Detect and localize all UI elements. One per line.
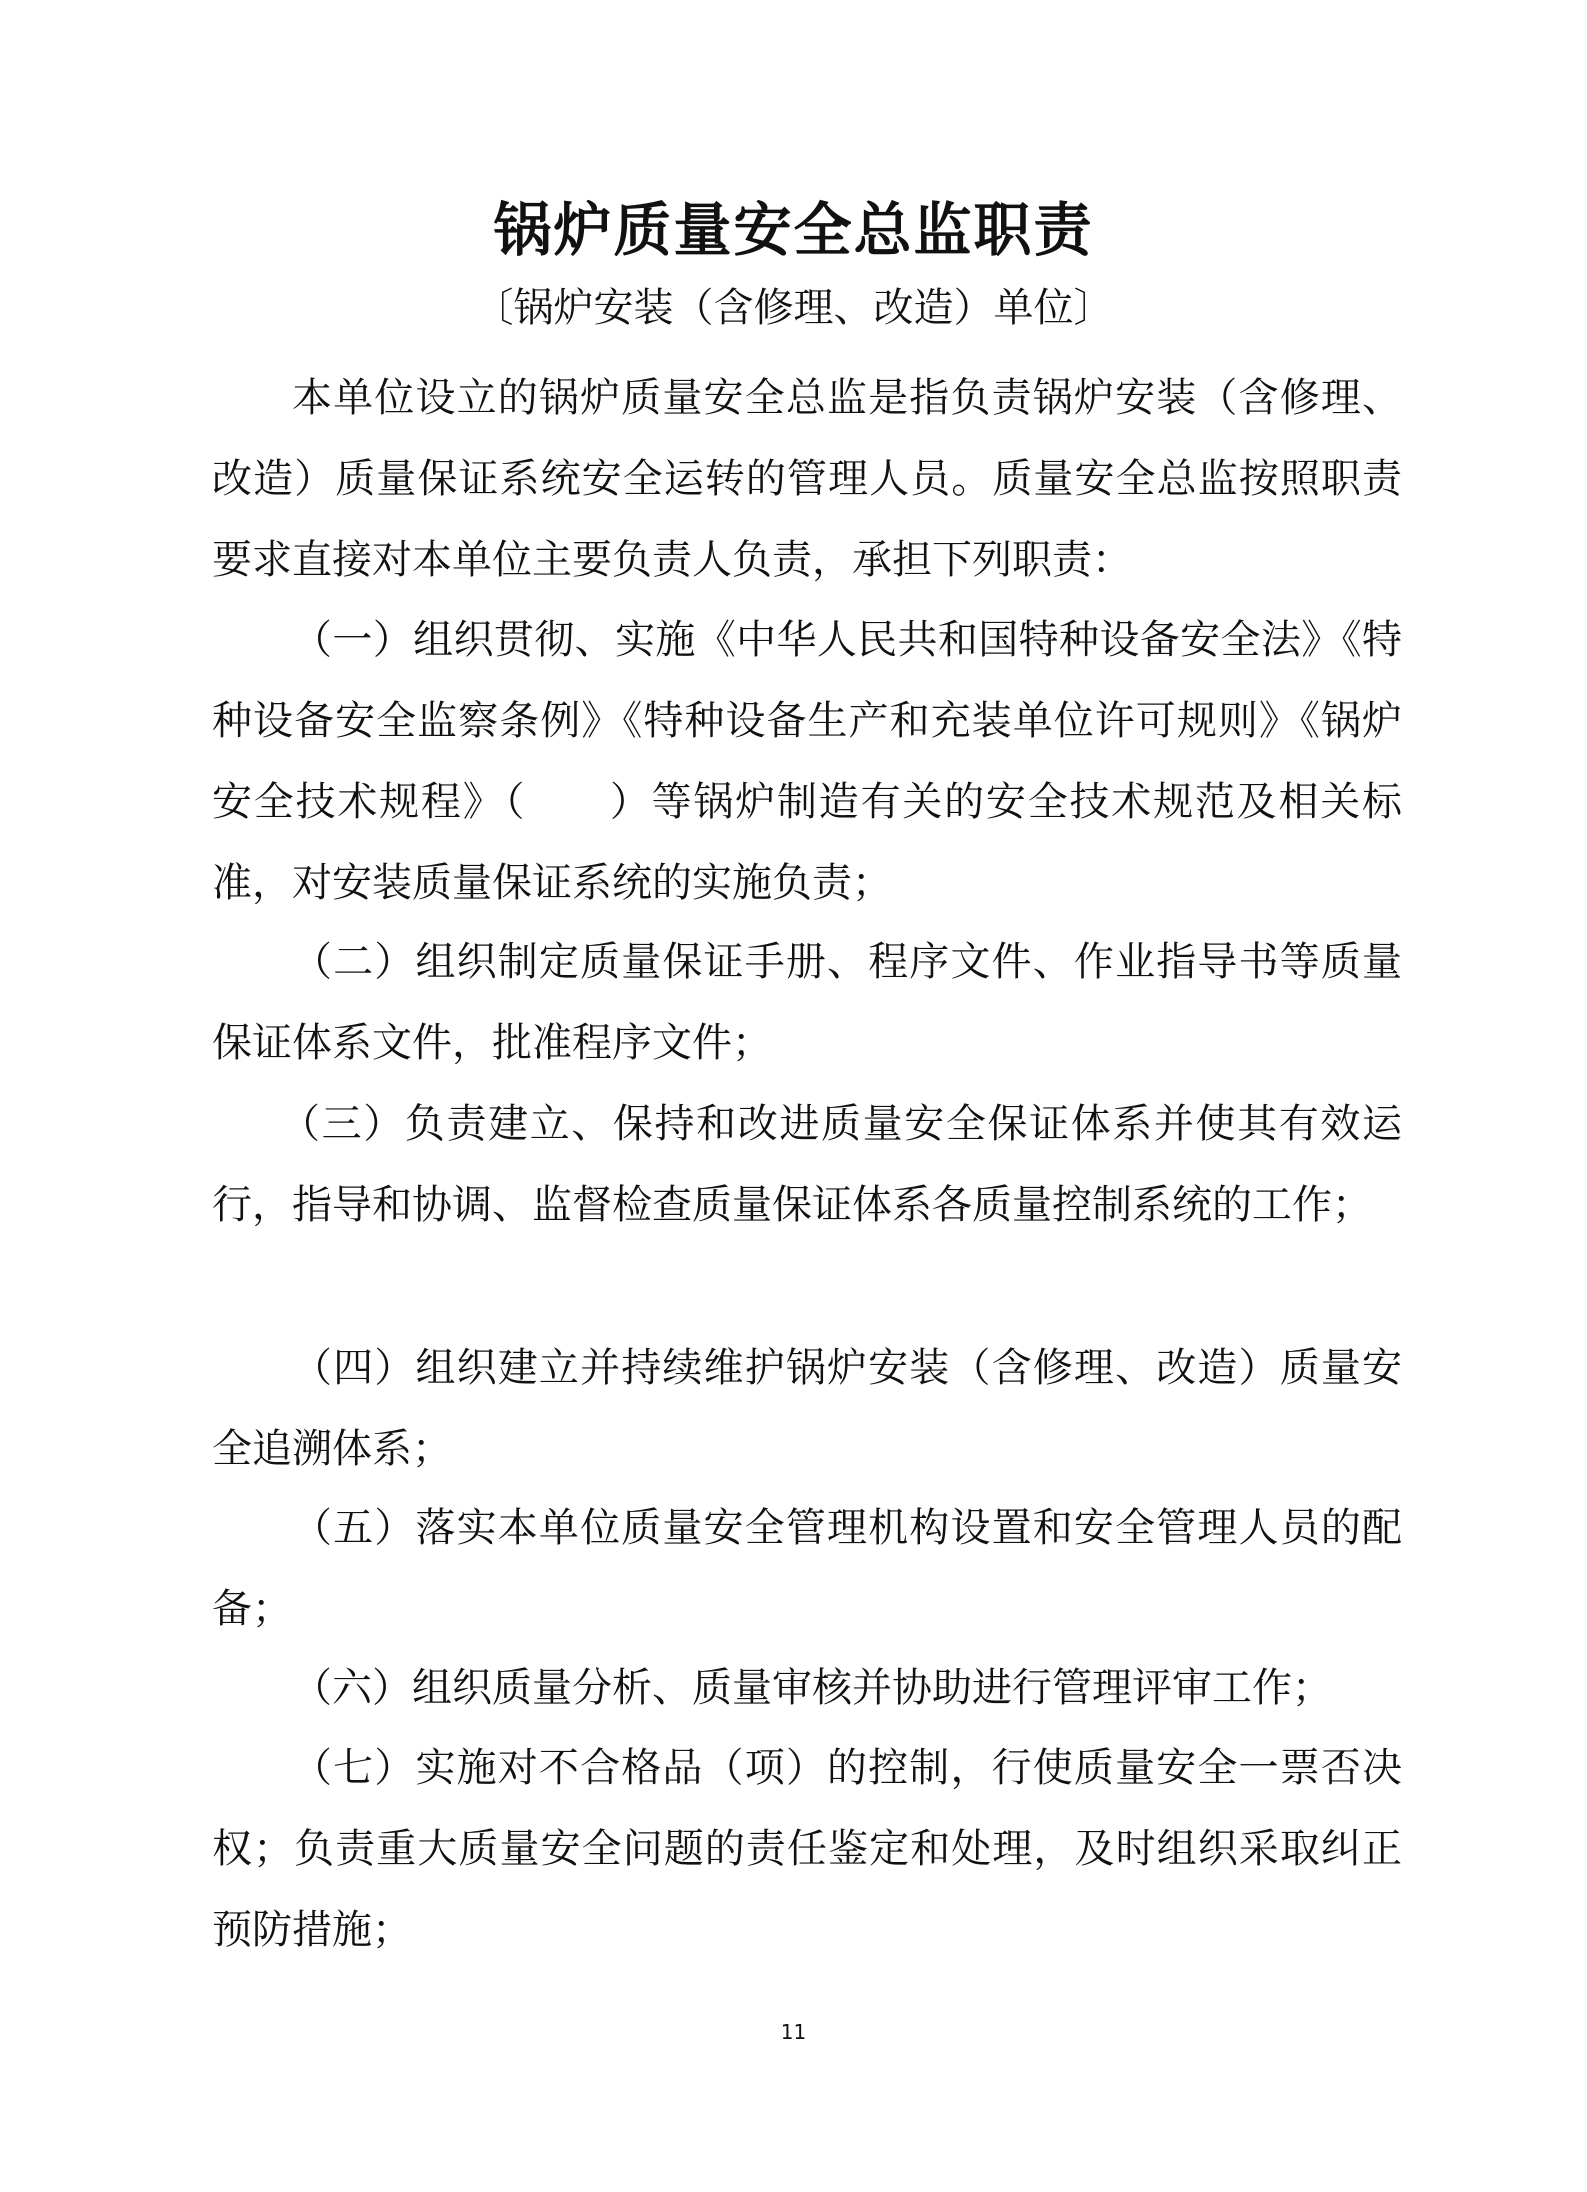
intro-paragraph: 本单位设立的锅炉质量安全总监是指负责锅炉安装（含修理、改造）质量保证系统安全运转的管理人员。质量安全总监按照职责要求直接对本单位主要负责人负责，承担下列职责：	[212, 375, 1402, 583]
document-title: 锅炉质量安全总监职责	[493, 196, 1094, 264]
duty-item-2: （二）组织制定质量保证手册、程序文件、作业指导书等质量保证体系文件，批准程序文件；	[212, 939, 1402, 1066]
duty-item-6: （六）组织质量分析、质量审核并协助进行管理评审工作；	[292, 1665, 1332, 1711]
duty-item-4: （四）组织建立并持续维护锅炉安装（含修理、改造）质量安全追溯体系；	[212, 1345, 1402, 1472]
duty-item-7: （七）实施对不合格品（项）的控制，行使质量安全一票否决权；负责重大质量安全问题的责任鉴定和处理，及时组织采取纠正预防措施；	[212, 1745, 1402, 1953]
duty-item-5: （五）落实本单位质量安全管理机构设置和安全管理人员的配备；	[212, 1505, 1402, 1632]
duty-item-3: （三）负责建立、保持和改进质量安全保证体系并使其有效运行，指导和协调、监督检查质量保证体系各质量控制系统的工作；	[212, 1101, 1402, 1228]
document-subtitle: 〔锅炉安装（含修理、改造）单位〕	[473, 285, 1114, 331]
duty-item-1: （一）组织贯彻、实施《中华人民共和国特种设备安全法》《特种设备安全监察条例》《特种设备生产和充装单位许可规则》《锅炉安全技术规程》（ ）等锅炉制造有关的安全技术规范及相关标准，对安装质量保证系统的实施负责；	[212, 617, 1402, 906]
page-number: 11	[780, 2020, 807, 2044]
